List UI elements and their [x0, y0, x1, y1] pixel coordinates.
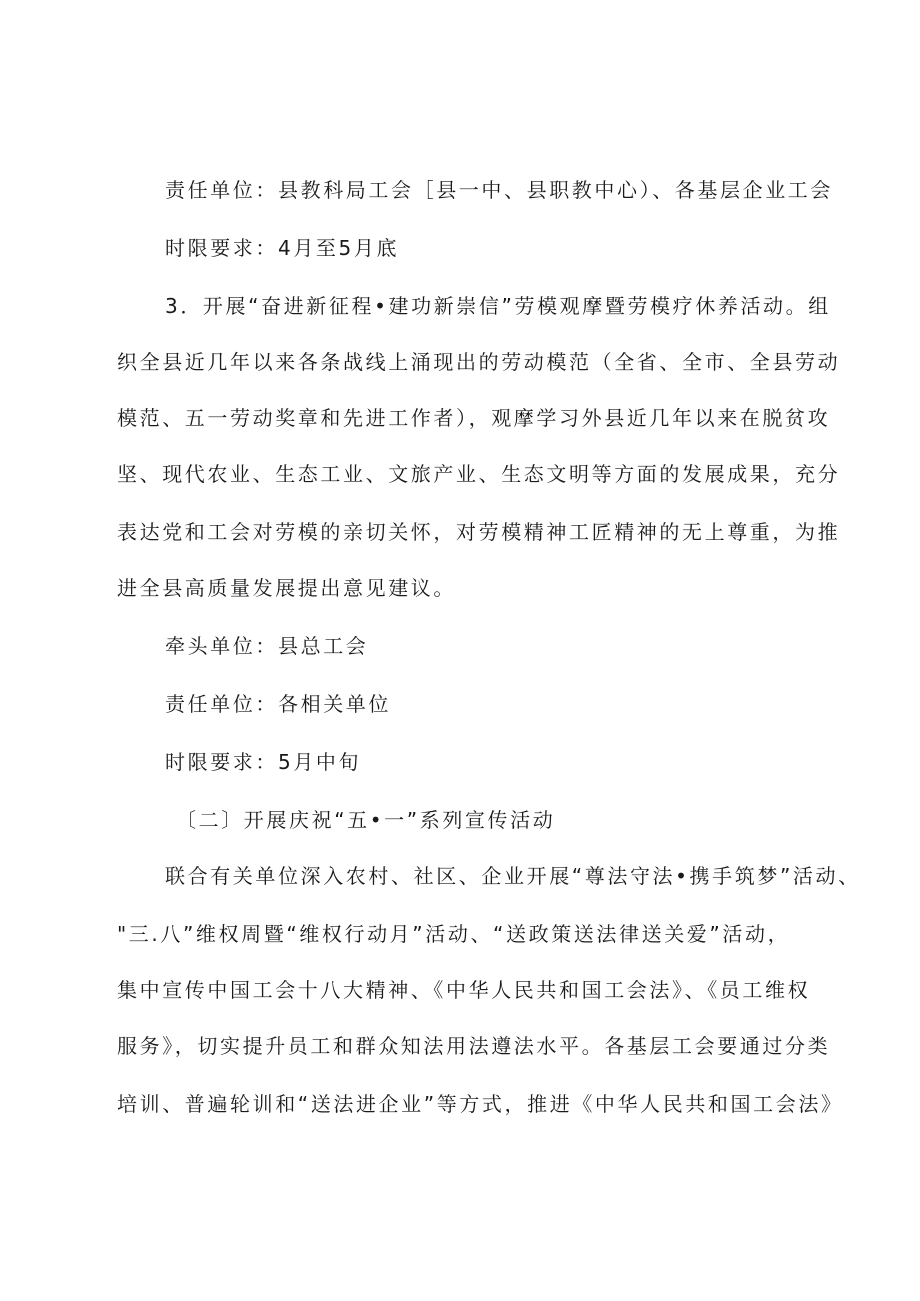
deadline-line: 时限要求：4月至5月底 — [165, 236, 400, 260]
paragraph-3-line: 织全县近几年以来各条战线上涌现出的劳动模范（全省、全市、全县劳动 — [117, 350, 841, 374]
paragraph-3-line: 模范、五一劳动奖章和先进工作者），观摩学习外县近几年以来在脱贫攻 — [117, 406, 831, 430]
paragraph-3-last-line: 进全县高质量发展提出意见建议。 — [117, 576, 456, 600]
paragraph-line: 服务》，切实提升员工和群众知法用法遵法水平。各基层工会要通过分类 — [117, 1034, 831, 1058]
deadline-line: 时限要求：5月中旬 — [165, 750, 362, 774]
paragraph-3-line: 坚、现代农业、生态工业、文旅产业、生态文明等方面的发展成果，充分 — [117, 462, 841, 486]
paragraph-line: 集中宣传中国工会十八大精神、《中华人民共和国工会法》、《员工维权 — [117, 978, 811, 1002]
paragraph-line: 培训、普遍轮训和“送法进企业”等方式，推进《中华人民共和国工会法》 — [117, 1092, 844, 1116]
section-heading: 〔二〕开展庆祝“五•一”系列宣传活动 — [176, 808, 556, 832]
paragraph-first-line: 联合有关单位深入农村、社区、企业开展“尊法守法•携手筑梦”活动、 — [165, 864, 861, 888]
paragraph-3-line: 表达党和工会对劳模的亲切关怀，对劳模精神工匠精神的无上尊重，为推 — [117, 520, 841, 544]
responsible-unit-line: 责任单位：各相关单位 — [165, 692, 391, 716]
paragraph-3-first-line: 3．开展“奋进新征程•建功新崇信”劳模观摩暨劳模疗休养活动。组 — [165, 294, 831, 318]
responsible-unit-line: 责任单位：县教科局工会［县一中、县职教中心）、各基层企业工会 — [165, 178, 833, 202]
lead-unit-line: 牵头单位：县总工会 — [165, 634, 369, 658]
paragraph-line: "三.八”维权周暨“维权行动月”活动、“送政策送法律送关爱”活动， — [117, 922, 791, 946]
